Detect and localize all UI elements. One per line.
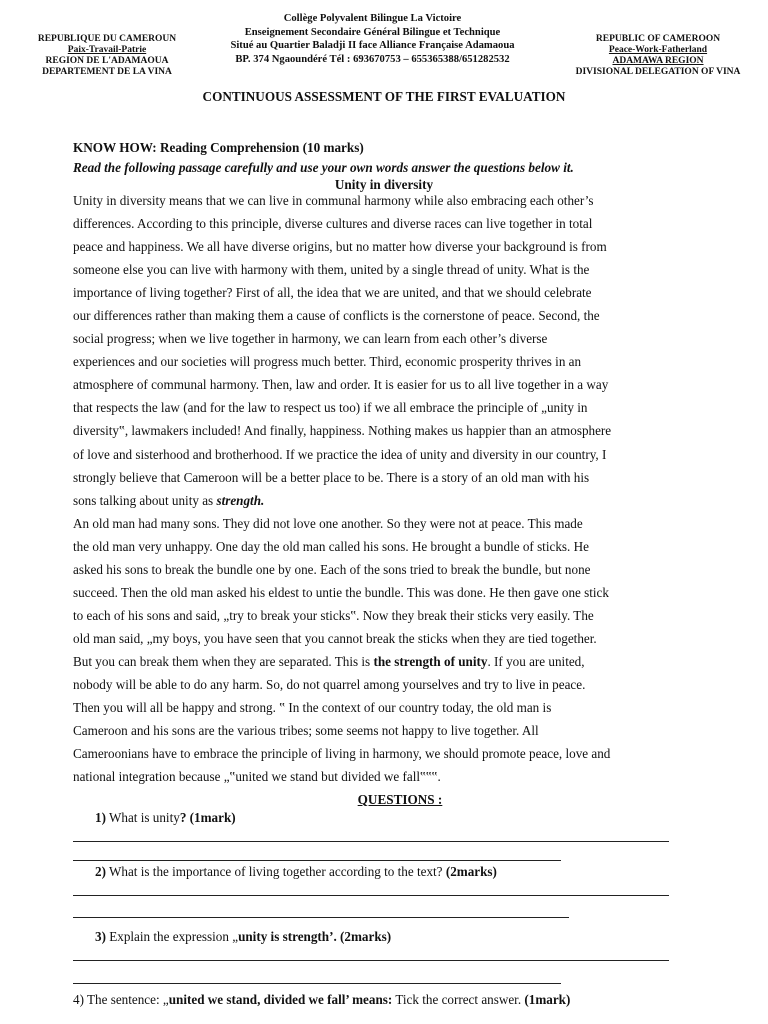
passage-line: Then you will all be happy and strong. ‟ In the context of our country today, the old man is [73,700,552,716]
question-3 [95,929,391,945]
header-right-line-2: Peace-Work-Fatherland [608,45,708,55]
school-contact: BP. 374 Ngaoundéré Tél : 693670753 – 655365388/651282532 [235,53,510,65]
header-right-line-4: DIVISIONAL DELEGATION OF VINA [575,67,741,77]
question-mark: ’. (2marks) [329,929,392,944]
passage-line: succeed. Then the old man asked his eldest to untie the bundle. This was done. He then gave one stick [73,584,609,600]
passage-line: strongly believe that Cameroon will be a better place to be. There is a story of an old man with his [73,469,590,485]
passage-line: Unity in diversity means that we can live in communal harmony while also embracing each other’s [73,193,594,208]
passage-line: national integration because „‟united we stand but divided we fall‟‟‟. [73,769,441,785]
page-title: CONTINUOUS ASSESSMENT OF THE FIRST EVALUATION [202,89,566,104]
instruction: Read the following passage carefully and use your own words answer the questions below it. [73,160,574,175]
answer-line[interactable] [73,841,669,842]
section-heading: KNOW HOW: Reading Comprehension (10 marks) [73,140,364,155]
passage-line: to each of his sons and said, „try to break your sticks‟. Now they break their sticks very easily. The [73,607,594,623]
passage-title: Unity in diversity [334,177,434,192]
emphasis-strength: strength. [216,492,265,508]
header-right-line-3: ADAMAWA REGION [612,56,704,66]
question-mark: (1mark) [524,992,571,1007]
question-number: 2) [95,864,106,879]
question-mark: (2marks) [445,864,497,879]
passage-line: our differences rather than making them a cause of conflicts is the cornerstone of peace. Second, the [73,308,600,324]
passage-line [73,650,663,673]
passage-line: diversity‟, lawmakers included! And finally, happiness. Nothing makes us happier than an atmosphere [73,423,612,439]
passage-line: differences. According to this principle, diverse cultures and diverse races can live together in total [73,216,593,232]
passage [73,189,663,788]
answer-line[interactable] [73,895,669,896]
header-left-line-1: REPUBLIQUE DU CAMEROUN [37,34,177,44]
passage-text: . If you are united, [487,653,585,669]
passage-line: that respects the law (and for the law to respect us too) if we all embrace the principle of „unity in [73,400,588,416]
question-number: 1) [95,810,106,825]
passage-line: atmosphere of communal harmony. Then, law and order. It is easier for us to all live together in a way [73,377,609,393]
header-left-line-2: Paix-Travail-Patrie [67,45,147,55]
answer-line[interactable] [73,960,669,961]
passage-line: An old man had many sons. They did not love one another. So they were not at peace. This made [73,515,583,531]
question-number: 3) [95,929,106,944]
question-bold-part: unity is strength [238,929,330,944]
question-text: Explain the expression „ [105,929,239,944]
question-text: Tick the correct answer. [392,992,525,1007]
question-1 [95,810,236,826]
passage-line: importance of living together? First of all, the idea that we are united, and that we should celebrate [73,285,592,301]
question-text-bold: ’ means [345,992,388,1007]
passage-line: asked his sons to break the bundle one by one. Each of the sons tried to break the bundle, but none [73,561,591,577]
questions-heading: QUESTIONS : [357,792,443,807]
question-text: What is the importance of living together according to the text? [105,864,446,879]
passage-line [73,489,663,512]
question-text: What is unity [105,810,180,825]
question-bold-part: united we stand, divided we fall [168,992,346,1007]
passage-line: of love and sisterhood and brotherhood. If we practice the idea of unity and diversity in our country, I [73,446,607,462]
passage-line: Cameroon and his sons are the various tribes; some seems not happy to live together. All [73,723,539,739]
header-right-line-1: REPUBLIC OF CAMEROON [595,34,721,44]
answer-line[interactable] [73,983,561,984]
header-left-line-3: REGION DE L'ADAMAOUA [45,56,169,66]
header-left-line-4: DEPARTEMENT DE LA VINA [42,67,172,77]
header-left-block [28,34,186,78]
school-address: Situé au Quartier Baladji II face Alliance Française Adamaoua [230,40,515,51]
answer-line[interactable] [73,860,561,861]
header-center-block [200,12,545,66]
passage-line: the old man very unhappy. One day the old man called his sons. He brought a bundle of sticks. He [73,538,589,554]
passage-text: But you can break them when they are separated. This is [73,653,374,669]
school-type: Enseignement Secondaire Général Bilingue et Technique [244,26,501,38]
emphasis-strength-of-unity: the strength of unity [373,653,488,669]
question-text: 4) The sentence: „ [73,992,169,1007]
school-name: Collège Polyvalent Bilingue La Victoire [283,13,462,24]
passage-line: peace and happiness. We all have diverse origins, but no matter how diverse your background is from [73,239,607,255]
passage-line: social progress; when we live together in harmony, we can learn from each other’s diverse [73,331,548,347]
passage-line: Cameroonians have to embrace the principle of living in harmony, we should promote peace, love and [73,746,611,762]
question-4 [73,992,570,1008]
answer-line[interactable] [73,917,569,918]
passage-line: old man said, „my boys, you have seen that you cannot break the sticks when they are tied together. [73,630,597,646]
passage-line: experiences and our societies will progress much better. Third, economic prosperity thrives in an [73,354,582,370]
passage-text: sons talking about unity as [73,492,217,508]
question-2 [95,864,497,880]
question-colon: : [387,992,393,1007]
question-mark: ? (1mark) [179,810,236,825]
passage-line: someone else you can live with harmony with them, united by a single thread of unity. What is the [73,262,590,278]
passage-line: nobody will be able to do any harm. So, do not quarrel among yourselves and try to live in peace. [73,676,586,692]
header-right-block [562,34,754,78]
